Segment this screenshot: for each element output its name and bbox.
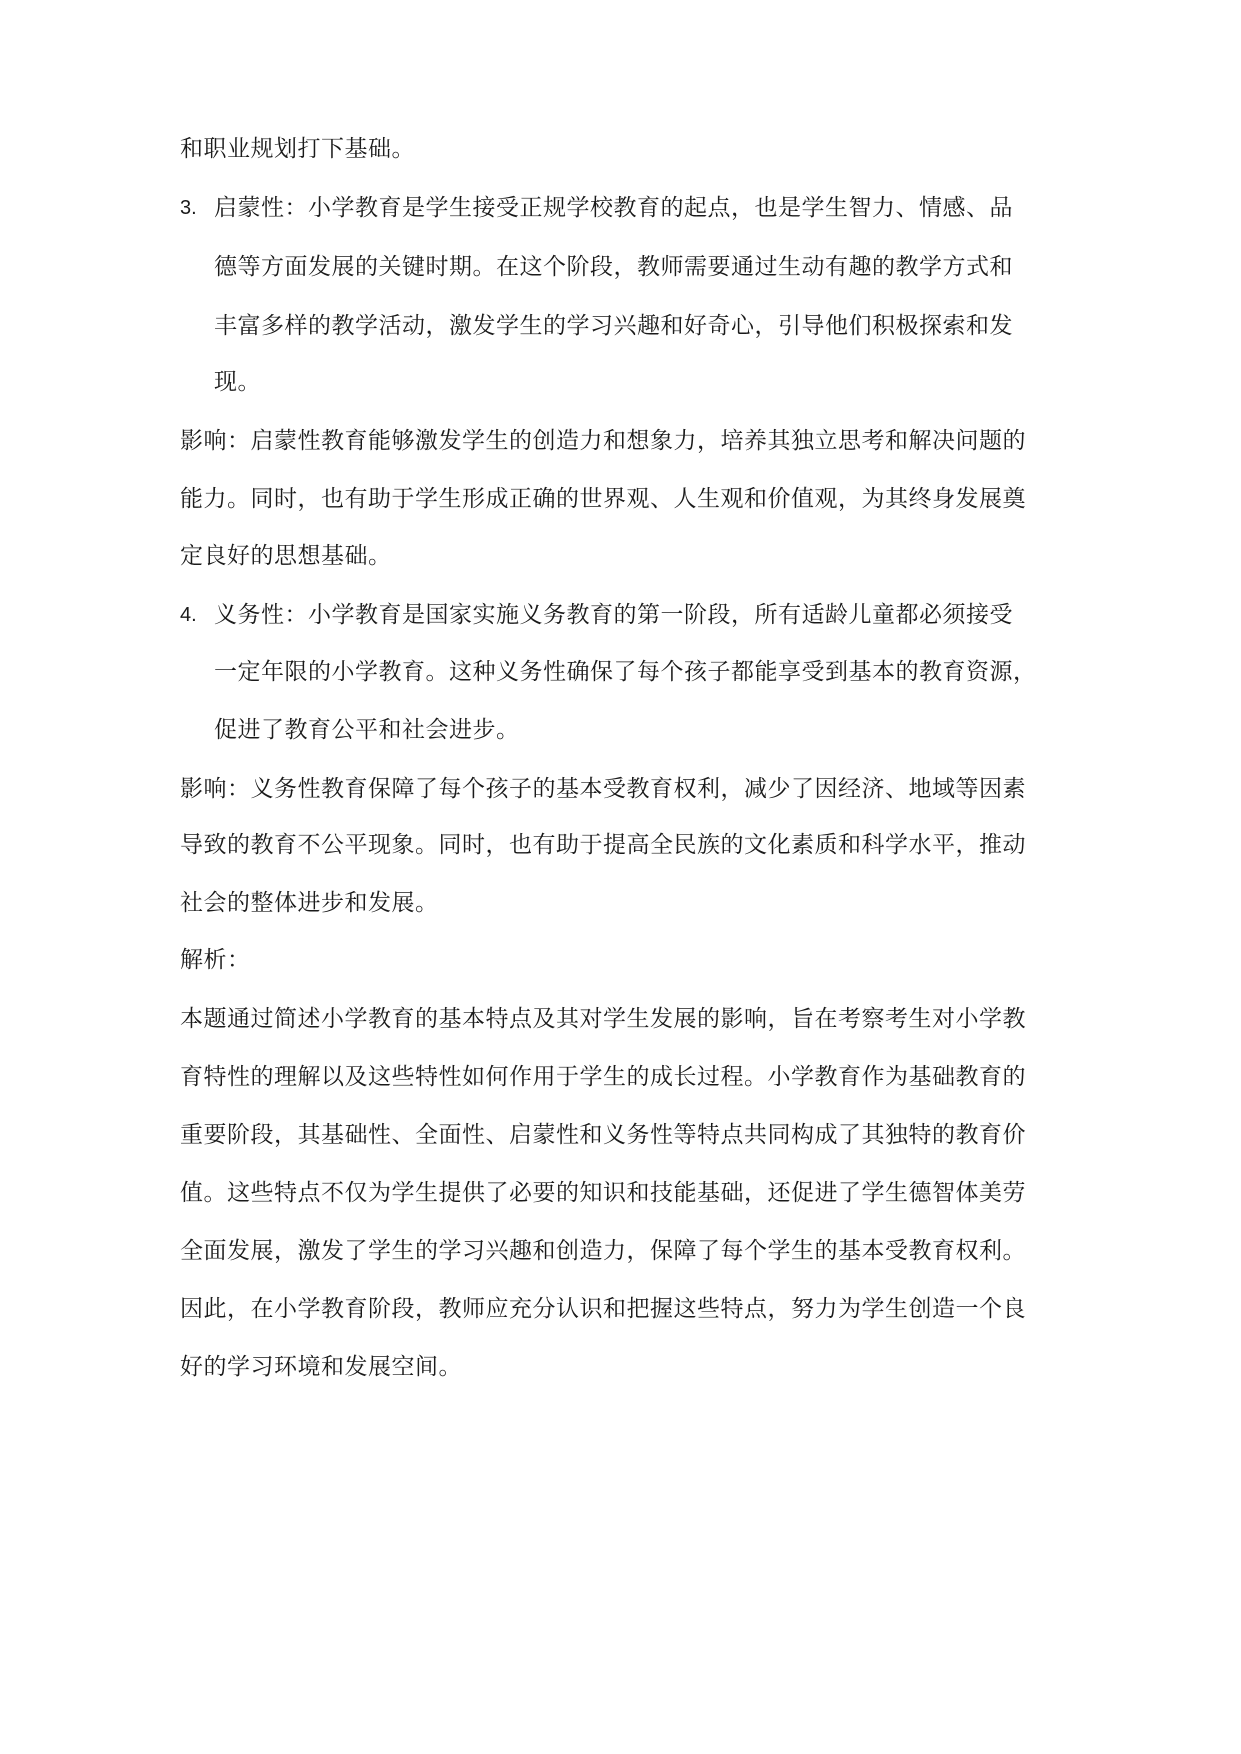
intro-line: 和职业规划打下基础。 — [180, 136, 415, 162]
analysis-line: 育特性的理解以及这些特性如何作用于学生的成长过程。小学教育作为基础教育的 — [180, 1064, 1026, 1090]
impact-3-line: 能力。同时，也有助于学生形成正确的世界观、人生观和价值观，为其终身发展奠 — [180, 486, 1026, 512]
item-3-line: 启蒙性：小学教育是学生接受正规学校教育的起点，也是学生智力、情感、品 — [214, 195, 1013, 221]
item-3-line: 德等方面发展的关键时期。在这个阶段，教师需要通过生动有趣的教学方式和 — [214, 254, 1013, 280]
item-4-number: 4. — [180, 604, 197, 626]
analysis-line: 全面发展，激发了学生的学习兴趣和创造力，保障了每个学生的基本受教育权利。 — [180, 1238, 1026, 1264]
impact-4-line: 导致的教育不公平现象。同时，也有助于提高全民族的文化素质和科学水平，推动 — [180, 832, 1026, 858]
analysis-line: 因此，在小学教育阶段，教师应充分认识和把握这些特点，努力为学生创造一个良 — [180, 1296, 1026, 1322]
impact-3-line: 影响：启蒙性教育能够激发学生的创造力和想象力，培养其独立思考和解决问题的 — [180, 428, 1026, 454]
analysis-line: 好的学习环境和发展空间。 — [180, 1354, 462, 1380]
item-3-line: 丰富多样的教学活动，激发学生的学习兴趣和好奇心，引导他们积极探索和发 — [214, 313, 1013, 339]
impact-3-line: 定良好的思想基础。 — [180, 543, 392, 569]
impact-4-line: 影响：义务性教育保障了每个孩子的基本受教育权利，减少了因经济、地域等因素 — [180, 776, 1026, 802]
impact-4-line: 社会的整体进步和发展。 — [180, 890, 439, 916]
item-4-line: 一定年限的小学教育。这种义务性确保了每个孩子都能享受到基本的教育资源， — [214, 659, 1037, 685]
analysis-line: 本题通过简述小学教育的基本特点及其对学生发展的影响，旨在考察考生对小学教 — [180, 1006, 1026, 1032]
item-3-line: 现。 — [214, 369, 261, 395]
analysis-line: 重要阶段，其基础性、全面性、启蒙性和义务性等特点共同构成了其独特的教育价 — [180, 1122, 1026, 1148]
item-3-number: 3. — [180, 197, 197, 219]
analysis-heading: 解析： — [180, 947, 251, 973]
item-4-line: 义务性：小学教育是国家实施义务教育的第一阶段，所有适龄儿童都必须接受 — [214, 602, 1013, 628]
item-4-line: 促进了教育公平和社会进步。 — [214, 717, 520, 743]
analysis-line: 值。这些特点不仅为学生提供了必要的知识和技能基础，还促进了学生德智体美劳 — [180, 1180, 1026, 1206]
